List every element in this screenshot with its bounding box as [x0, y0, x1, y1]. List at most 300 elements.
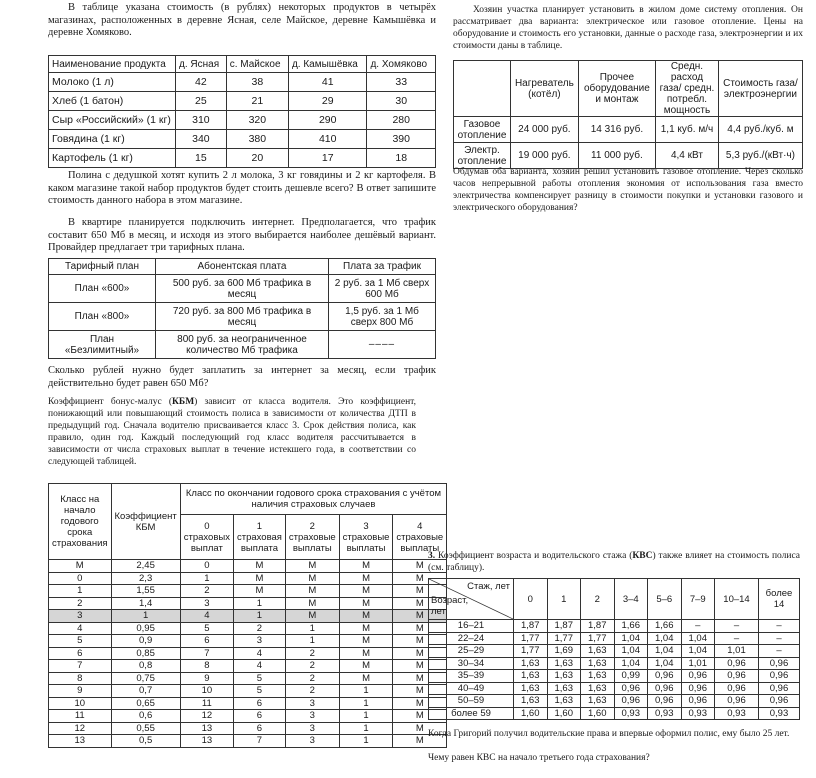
result-cell: 1 — [339, 735, 393, 748]
class-cell: 13 — [49, 735, 112, 748]
price-cell: 21 — [226, 92, 288, 111]
result-cell: М — [339, 622, 393, 635]
kvs-cell: 0,96 — [759, 670, 800, 683]
class-header: Класс на начало годового срока страхования — [49, 484, 112, 560]
result-cell: 1 — [339, 697, 393, 710]
result-cell: М — [393, 647, 447, 660]
result-cell: 2 — [285, 672, 339, 685]
result-cell: М — [393, 610, 447, 623]
col-header: д. Камышёвка — [288, 56, 367, 73]
kvs-cell: – — [715, 620, 759, 633]
price-cell: 29 — [288, 92, 367, 111]
table-row — [49, 735, 447, 748]
product-cell: Картофель (1 кг) — [49, 149, 176, 168]
result-cell: 8 — [180, 660, 233, 673]
price-cell: 320 — [226, 111, 288, 130]
table-row — [49, 685, 447, 698]
result-cell: 3 — [233, 635, 285, 648]
result-cell: 6 — [233, 710, 285, 723]
result-cell: М — [285, 610, 339, 623]
kvs-cell: 1,04 — [681, 645, 715, 658]
price-cell: 17 — [288, 149, 367, 168]
sub-header: 3 страховые выплаты — [339, 515, 393, 560]
kvs-cell: 0,96 — [614, 695, 648, 708]
kvs-cell: 1,63 — [547, 695, 581, 708]
kvs-cell: 0,96 — [715, 657, 759, 670]
product-cell: Хлеб (1 батон) — [49, 92, 176, 111]
table-row — [49, 697, 447, 710]
plan-fee: 500 руб. за 600 Мб трафика в месяц — [156, 275, 329, 303]
class-cell: 4 — [49, 622, 112, 635]
col-header: Прочее оборудование и монтаж — [578, 61, 655, 117]
result-cell: 9 — [180, 672, 233, 685]
task5-intro — [428, 550, 800, 574]
kvs-cell: 1,60 — [547, 707, 581, 720]
table-row — [49, 130, 436, 149]
table-row — [49, 710, 447, 723]
result-cell: 12 — [180, 710, 233, 723]
intro-text: ) также влияет на стоимость полиса (см. таблицу). — [428, 551, 801, 573]
kbm-cell: 0,9 — [111, 635, 180, 648]
kvs-cell: – — [759, 632, 800, 645]
price-cell: 340 — [176, 130, 227, 149]
kvs-cell: 1,66 — [648, 620, 682, 633]
result-cell: 2 — [285, 685, 339, 698]
kvs-cell: – — [681, 620, 715, 633]
class-cell: 3 — [49, 610, 112, 623]
col-header: Средн. расход газа/ средн. потребл. мощность — [656, 61, 719, 117]
corner-top: Стаж, лет — [467, 581, 510, 592]
result-cell: 2 — [233, 622, 285, 635]
kbm-cell: 0,95 — [111, 622, 180, 635]
task2-question: Сколько рублей нужно будет заплатить за интернет за месяц, если трафик действительно будет равен 650 Мб? — [48, 365, 436, 389]
kvs-cell: 1,77 — [547, 632, 581, 645]
sub-header: 1 страховая выплата — [233, 515, 285, 560]
result-cell: 1 — [339, 685, 393, 698]
result-cell: М — [233, 560, 285, 573]
table-row — [49, 275, 436, 303]
kvs-cell: 1,63 — [581, 670, 615, 683]
price-cell: 410 — [288, 130, 367, 149]
kvs-body — [429, 620, 800, 720]
class-cell: 1 — [49, 585, 112, 598]
result-cell: 11 — [180, 697, 233, 710]
result-cell: М — [339, 660, 393, 673]
col-header: 7–9 — [681, 579, 715, 620]
table-row — [429, 707, 800, 720]
col-header: Наименование продукта — [49, 56, 176, 73]
plan-name: План «600» — [49, 275, 156, 303]
price-cell: 41 — [288, 73, 367, 92]
kbm-cell: 1,55 — [111, 585, 180, 598]
kvs-cell: – — [759, 645, 800, 658]
table-row — [429, 670, 800, 683]
kvs-cell: 1,63 — [581, 657, 615, 670]
result-cell: 3 — [285, 735, 339, 748]
task5-question2: Чему равен КВС на начало третьего года страхования? — [428, 753, 650, 763]
class-cell: 8 — [49, 672, 112, 685]
kvs-cell: 0,93 — [614, 707, 648, 720]
class-cell: 5 — [49, 635, 112, 648]
product-cell: Молоко (1 л) — [49, 73, 176, 92]
kvs-cell: – — [715, 632, 759, 645]
result-cell: М — [393, 710, 447, 723]
result-cell: 5 — [233, 685, 285, 698]
table-row — [49, 111, 436, 130]
kvs-cell: 0,93 — [715, 707, 759, 720]
class-cell: 12 — [49, 722, 112, 735]
kbm-cell: 1 — [111, 610, 180, 623]
col-header: 10–14 — [715, 579, 759, 620]
result-cell: М — [339, 560, 393, 573]
table-row — [49, 73, 436, 92]
result-cell: М — [393, 585, 447, 598]
price-cell: 38 — [226, 73, 288, 92]
col-header: 0 — [514, 579, 548, 620]
table-row — [49, 572, 447, 585]
col-header — [454, 61, 511, 117]
age-cell: более 59 — [429, 707, 514, 720]
kvs-cell: 1,63 — [581, 645, 615, 658]
result-cell: 1 — [339, 722, 393, 735]
cell: 5,3 руб./(кВт·ч) — [718, 143, 802, 169]
table-row — [49, 672, 447, 685]
kvs-cell: 1,63 — [581, 695, 615, 708]
result-cell: 3 — [285, 722, 339, 735]
result-cell: М — [393, 622, 447, 635]
result-cell: М — [393, 697, 447, 710]
kvs-cell: 1,77 — [514, 645, 548, 658]
tariff-table — [48, 258, 436, 359]
result-cell: М — [339, 610, 393, 623]
result-cell: М — [339, 672, 393, 685]
age-cell: 22–24 — [429, 632, 514, 645]
result-cell: М — [393, 685, 447, 698]
cell: 4,4 руб./куб. м — [718, 117, 802, 143]
kvs-cell: 1,87 — [581, 620, 615, 633]
kvs-cell: 0,96 — [648, 670, 682, 683]
col-header: Плата за трафик — [329, 259, 436, 275]
result-cell: 7 — [180, 647, 233, 660]
age-cell: 35–39 — [429, 670, 514, 683]
kvs-cell: 0,96 — [715, 695, 759, 708]
price-cell: 20 — [226, 149, 288, 168]
result-cell: М — [393, 597, 447, 610]
col-header: Абонентская плата — [156, 259, 329, 275]
kvs-cell: 1,60 — [514, 707, 548, 720]
kvs-cell: 1,04 — [648, 657, 682, 670]
task5-question1: Когда Григорий получил водительские права и впервые оформил полис, ему было 25 лет. — [428, 729, 790, 739]
kvs-cell: 1,63 — [514, 695, 548, 708]
table-row — [49, 660, 447, 673]
price-cell: 310 — [176, 111, 227, 130]
kvs-cell: 1,63 — [514, 657, 548, 670]
result-cell: 13 — [180, 722, 233, 735]
task1-intro: В таблице указана стоимость (в рублях) некоторых продуктов в четырёх магазинах, расположенных в деревне Ясная, селе Майское, деревне Камышёвка и деревне Хомяково. — [48, 2, 436, 38]
group-header: Класс по окончании годового срока страхования с учётом наличия страховых случаев — [180, 484, 446, 515]
age-cell: 30–34 — [429, 657, 514, 670]
kbm-cell: 2,3 — [111, 572, 180, 585]
kvs-cell: 1,04 — [614, 645, 648, 658]
kbm-cell: 0,5 — [111, 735, 180, 748]
table-row — [49, 647, 447, 660]
table-header-row — [49, 259, 436, 275]
result-cell: 2 — [285, 647, 339, 660]
col-header: д. Ясная — [176, 56, 227, 73]
kvs-cell: 0,96 — [681, 682, 715, 695]
table-header-row — [454, 61, 803, 117]
kbm-cell: 0,65 — [111, 697, 180, 710]
sub-header: 2 страховые выплаты — [285, 515, 339, 560]
plan-name: План «800» — [49, 303, 156, 331]
sub-header: 4 страховые выплаты — [393, 515, 447, 560]
kvs-term: КВС — [632, 551, 653, 561]
kbm-cell: 0,75 — [111, 672, 180, 685]
price-cell: 25 — [176, 92, 227, 111]
kvs-cell: 1,87 — [547, 620, 581, 633]
cell: 14 316 руб. — [578, 117, 655, 143]
shop-prices-table — [48, 55, 436, 168]
plan-traffic: –––– — [329, 331, 436, 359]
plan-traffic: 2 руб. за 1 Мб сверх 600 Мб — [329, 275, 436, 303]
corner-cell — [429, 579, 514, 620]
result-cell: М — [339, 585, 393, 598]
kvs-cell: 1,60 — [581, 707, 615, 720]
result-cell: 3 — [285, 697, 339, 710]
price-cell: 380 — [226, 130, 288, 149]
task1-question: Полина с дедушкой хотят купить 2 л молока, 3 кг говядины и 2 кг картофеля. В каком магазине такой набор продуктов будет стоить дешевле всего? В ответ запишите стоимость данного набора в этом магазине. — [48, 170, 436, 206]
price-cell: 280 — [367, 111, 436, 130]
result-cell: 1 — [339, 710, 393, 723]
result-cell: 10 — [180, 685, 233, 698]
price-cell: 30 — [367, 92, 436, 111]
result-cell: 1 — [180, 572, 233, 585]
result-cell: 1 — [233, 597, 285, 610]
kvs-cell: 1,63 — [547, 657, 581, 670]
result-cell: 7 — [233, 735, 285, 748]
corner-bottom: Возраст, лет — [431, 595, 469, 617]
table-row — [429, 695, 800, 708]
kvs-cell: 0,96 — [759, 682, 800, 695]
class-cell: 9 — [49, 685, 112, 698]
table-row — [429, 632, 800, 645]
kvs-cell: 1,63 — [514, 682, 548, 695]
kvs-cell: 1,66 — [614, 620, 648, 633]
result-cell: 5 — [180, 622, 233, 635]
kvs-cell: 1,63 — [581, 682, 615, 695]
result-cell: 0 — [180, 560, 233, 573]
result-cell: М — [285, 572, 339, 585]
table-row — [49, 585, 447, 598]
task2-intro: В квартире планируется подключить интернет. Предполагается, что трафик составит 650 Мб в месяц, и исходя из этого выбирается наиболее дешёвый вариант. Провайдер предлагает три тарифных плана. — [48, 217, 436, 253]
price-cell: 42 — [176, 73, 227, 92]
table-row — [49, 722, 447, 735]
intro-text: Коэффициент возраста и водительского стажа ( — [438, 551, 633, 561]
class-cell: 2 — [49, 597, 112, 610]
result-cell: 6 — [233, 697, 285, 710]
kvs-cell: 0,93 — [759, 707, 800, 720]
intro-text: ) зависит от класса водителя. Это коэффициент, понижающий или повышающий стоимость полиса в зависимости от количества ДТП в предыдущий год. Сначала водителю присваивается класс 3. Срок действия полиса, как правило, один год. Каждый последующий год класс водителя рассчитывается в зависимости от числа страховых выплат в течение истекшего года, в соответствии со следующей таблицей. — [48, 397, 416, 467]
kvs-cell: 1,63 — [514, 670, 548, 683]
kbm-term: КБМ — [172, 397, 195, 407]
table-row — [49, 149, 436, 168]
result-cell: 5 — [233, 672, 285, 685]
plan-traffic: 1,5 руб. за 1 Мб сверх 800 Мб — [329, 303, 436, 331]
col-header: Тарифный план — [49, 259, 156, 275]
plan-fee: 720 руб. за 800 Мб трафика в месяц — [156, 303, 329, 331]
kbm-cell: 0,55 — [111, 722, 180, 735]
cell: 4,4 кВт — [656, 143, 719, 169]
result-cell: М — [285, 560, 339, 573]
kvs-cell: 0,96 — [648, 695, 682, 708]
row-label: Газовое отопление — [454, 117, 511, 143]
col-header: 2 — [581, 579, 615, 620]
kbm-cell: 0,6 — [111, 710, 180, 723]
result-cell: М — [285, 585, 339, 598]
table-row — [454, 143, 803, 169]
kbm-body — [49, 560, 447, 748]
age-cell: 25–29 — [429, 645, 514, 658]
col-header: 3–4 — [614, 579, 648, 620]
result-cell: М — [285, 597, 339, 610]
kvs-cell: 1,63 — [547, 682, 581, 695]
task-number: 3. — [428, 551, 436, 561]
table-row — [49, 331, 436, 359]
kvs-cell: 0,96 — [759, 657, 800, 670]
cell: 24 000 руб. — [511, 117, 579, 143]
task4-intro — [48, 396, 416, 468]
result-cell: 4 — [180, 610, 233, 623]
col-header: Нагреватель (котёл) — [511, 61, 579, 117]
age-cell: 16–21 — [429, 620, 514, 633]
table-row — [49, 610, 447, 623]
kvs-cell: 1,01 — [715, 645, 759, 658]
result-cell: 6 — [180, 635, 233, 648]
result-cell: М — [233, 585, 285, 598]
cell: 1,1 куб. м/ч — [656, 117, 719, 143]
table-header-row — [49, 56, 436, 73]
class-cell: 6 — [49, 647, 112, 660]
sub-header: 0 страховых выплат — [180, 515, 233, 560]
price-cell: 33 — [367, 73, 436, 92]
result-cell: 2 — [180, 585, 233, 598]
table-row — [49, 597, 447, 610]
result-cell: 2 — [285, 660, 339, 673]
class-cell: 0 — [49, 572, 112, 585]
kbm-cell: 0,85 — [111, 647, 180, 660]
price-cell: 15 — [176, 149, 227, 168]
result-cell: М — [393, 722, 447, 735]
table-header-row — [429, 579, 800, 620]
class-cell: М — [49, 560, 112, 573]
class-cell: 11 — [49, 710, 112, 723]
result-cell: 1 — [285, 622, 339, 635]
kbm-cell: 1,4 — [111, 597, 180, 610]
row-label: Электр. отопление — [454, 143, 511, 169]
table-header-row — [49, 484, 447, 515]
col-header: 5–6 — [648, 579, 682, 620]
kvs-cell: 1,77 — [514, 632, 548, 645]
age-cell: 40–49 — [429, 682, 514, 695]
kvs-cell: 0,96 — [648, 682, 682, 695]
task3-intro: Хозяин участка планирует установить в жилом доме систему отопления. Он рассматривает два варианта: электрическое или газовое отопление. Цены на оборудование и стоимость его установки, данные о расходе газа, электроэнергии и их стоимости даны в таблице. — [453, 5, 803, 51]
table-row — [429, 620, 800, 633]
table-row — [49, 303, 436, 331]
kvs-table — [428, 578, 800, 720]
kvs-cell: 0,99 — [614, 670, 648, 683]
result-cell: М — [393, 572, 447, 585]
kvs-cell: 0,96 — [759, 695, 800, 708]
kvs-cell: 1,63 — [547, 670, 581, 683]
kbm-cell: 0,8 — [111, 660, 180, 673]
result-cell: 4 — [233, 660, 285, 673]
kvs-cell: – — [759, 620, 800, 633]
kbm-header: Коэффициент КБМ — [111, 484, 180, 560]
table-row — [429, 682, 800, 695]
kvs-cell: 0,96 — [715, 670, 759, 683]
kvs-cell: 0,96 — [681, 670, 715, 683]
intro-text: Коэффициент бонус-малус ( — [48, 397, 173, 407]
result-cell: М — [339, 572, 393, 585]
result-cell: М — [339, 597, 393, 610]
kbm-cell: 0,7 — [111, 685, 180, 698]
cell: 11 000 руб. — [578, 143, 655, 169]
kvs-cell: 0,96 — [715, 682, 759, 695]
kvs-cell: 1,77 — [581, 632, 615, 645]
class-cell: 7 — [49, 660, 112, 673]
kbm-table — [48, 483, 447, 748]
table-row — [429, 657, 800, 670]
kbm-cell: 2,45 — [111, 560, 180, 573]
result-cell: М — [393, 660, 447, 673]
result-cell: М — [393, 735, 447, 748]
result-cell: М — [339, 635, 393, 648]
result-cell: 3 — [285, 710, 339, 723]
kvs-cell: 1,04 — [648, 632, 682, 645]
kvs-cell: 1,01 — [681, 657, 715, 670]
table-row — [454, 117, 803, 143]
kvs-cell: 1,04 — [614, 632, 648, 645]
cell: 19 000 руб. — [511, 143, 579, 169]
result-cell: М — [393, 672, 447, 685]
kvs-cell: 0,93 — [681, 707, 715, 720]
result-cell: 6 — [233, 722, 285, 735]
result-cell: 4 — [233, 647, 285, 660]
plan-fee: 800 руб. за неограниченное количество Мб трафика — [156, 331, 329, 359]
kvs-cell: 1,87 — [514, 620, 548, 633]
result-cell: М — [233, 572, 285, 585]
result-cell: 1 — [233, 610, 285, 623]
product-cell: Сыр «Российский» (1 кг) — [49, 111, 176, 130]
price-cell: 18 — [367, 149, 436, 168]
col-header: более 14 — [759, 579, 800, 620]
col-header: Стоимость газа/электроэнергии — [718, 61, 802, 117]
table-row — [49, 635, 447, 648]
kvs-cell: 1,04 — [648, 645, 682, 658]
task3-question: Обдумав оба варианта, хозяин решил установить газовое отопление. Через сколько часов непрерывной работы отопления экономия от использования газа вместо электричества компенсирует разницу в стоимости покупки и установки газового и электрического оборудования? — [453, 167, 803, 213]
kvs-cell: 0,93 — [648, 707, 682, 720]
price-cell: 390 — [367, 130, 436, 149]
table-row — [49, 560, 447, 573]
result-cell: 13 — [180, 735, 233, 748]
col-header: с. Майское — [226, 56, 288, 73]
kvs-cell: 1,04 — [681, 632, 715, 645]
table-row — [49, 622, 447, 635]
plan-name: План «Безлимитный» — [49, 331, 156, 359]
kvs-cell: 1,04 — [614, 657, 648, 670]
result-cell: 1 — [285, 635, 339, 648]
col-header: д. Хомяково — [367, 56, 436, 73]
